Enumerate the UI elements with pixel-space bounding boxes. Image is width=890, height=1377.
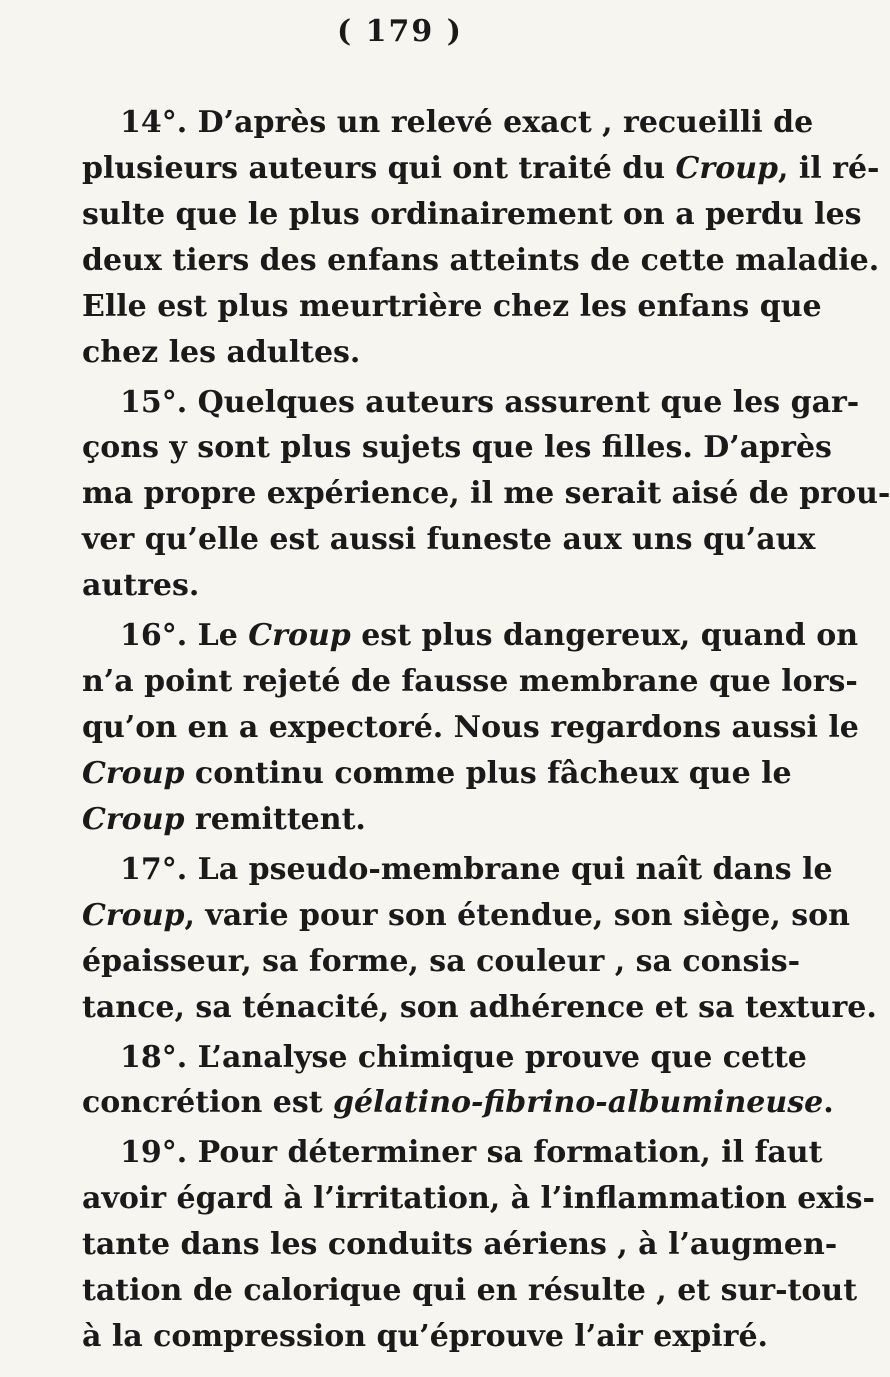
italic-term: Croup bbox=[82, 756, 185, 791]
italic-term: Croup bbox=[82, 898, 185, 933]
text-line: 18°. L’analyse chimique prouve que cette bbox=[120, 1040, 807, 1075]
italic-term: gélatino-fibrino-albumineuse bbox=[333, 1085, 824, 1120]
text-line: à la compression qu’éprouve l’air expiré. bbox=[82, 1319, 768, 1354]
page-number: ( 179 ) bbox=[337, 14, 463, 49]
text-line: chez les adultes. bbox=[82, 335, 361, 370]
italic-term: Croup bbox=[248, 618, 351, 653]
text-line: sulte que le plus ordinairement on a perdu les bbox=[82, 197, 862, 232]
text-line: Croup remittent. bbox=[82, 802, 366, 837]
text-line: çons y sont plus sujets que les filles. D’après bbox=[82, 430, 832, 465]
text-line: concrétion est gélatino-fibrino-albumineuse. bbox=[82, 1085, 834, 1120]
text-line: autres. bbox=[82, 568, 200, 603]
text-line: deux tiers des enfans atteints de cette maladie. bbox=[82, 243, 880, 278]
italic-term: Croup bbox=[675, 151, 779, 186]
italic-term: Croup bbox=[82, 802, 185, 837]
text-line: Elle est plus meurtrière chez les enfans que bbox=[82, 289, 822, 324]
text-line: qu’on en a expectoré. Nous regardons aussi le bbox=[82, 710, 859, 745]
text-line: ma propre expérience, il me serait aisé de prou- bbox=[82, 476, 890, 511]
text-line: tance, sa ténacité, son adhérence et sa texture. bbox=[82, 990, 877, 1025]
text-line: ver qu’elle est aussi funeste aux uns qu’aux bbox=[82, 522, 816, 557]
text-line: 15°. Quelques auteurs assurent que les gar- bbox=[120, 385, 860, 420]
text-line: tation de calorique qui en résulte , et sur-tout bbox=[82, 1273, 858, 1308]
text-line: épaisseur, sa forme, sa couleur , sa consis- bbox=[82, 944, 801, 979]
text-line: Croup, varie pour son étendue, son siège, son bbox=[82, 898, 850, 933]
text-line: 17°. La pseudo-membrane qui naît dans le bbox=[120, 852, 833, 887]
text-line: plusieurs auteurs qui ont traité du Croup, il ré- bbox=[82, 151, 880, 186]
text-line: 19°. Pour déterminer sa formation, il faut bbox=[120, 1135, 823, 1170]
text-line: n’a point rejeté de fausse membrane que lors- bbox=[82, 664, 858, 699]
text-line: Croup continu comme plus fâcheux que le bbox=[82, 756, 792, 791]
text-line: avoir égard à l’irritation, à l’inflammation exis- bbox=[82, 1181, 875, 1216]
text-line: 14°. D’après un relevé exact , recueilli de bbox=[120, 105, 814, 140]
text-line: 16°. Le Croup est plus dangereux, quand on bbox=[120, 618, 859, 653]
text-line: tante dans les conduits aériens , à l’augmen- bbox=[82, 1227, 838, 1262]
